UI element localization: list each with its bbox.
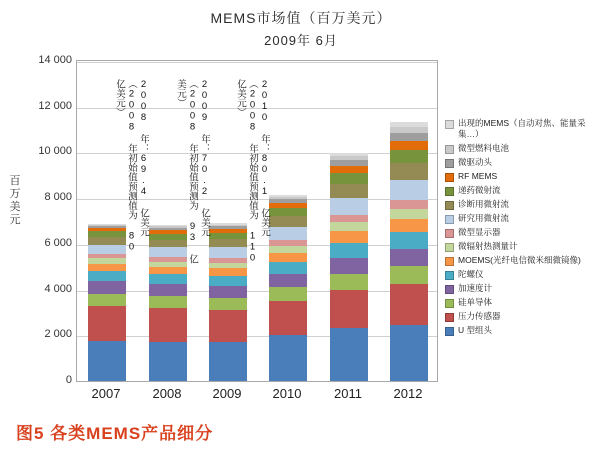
- bar-segment: [330, 290, 368, 329]
- y-axis-label: [8, 175, 22, 227]
- legend-swatch: [445, 271, 454, 280]
- chart-title: MEMS市场值（百万美元）: [210, 10, 392, 26]
- legend-label: 压力传感器: [458, 311, 501, 321]
- bar-segment: [390, 209, 428, 219]
- bar-segment: [330, 215, 368, 223]
- bar-segment: [330, 173, 368, 184]
- bar-segment: [88, 306, 126, 341]
- bar-segment: [269, 262, 307, 274]
- bar-segment: [88, 294, 126, 306]
- y-tick-label: 2 000: [44, 328, 72, 340]
- legend-item[interactable]: [445, 255, 600, 266]
- legend-label: 诊断用微射流: [458, 199, 510, 209]
- legend-label: 硅单导体: [458, 297, 493, 307]
- bar-segment: [88, 341, 126, 381]
- y-tick-label: 10 000: [38, 145, 72, 157]
- legend-item[interactable]: [445, 283, 600, 294]
- bar-segment: [149, 274, 187, 284]
- bar-segment: [390, 163, 428, 179]
- legend-swatch: [445, 215, 454, 224]
- x-tick-label: 2011: [334, 386, 362, 401]
- bar-segment: [149, 342, 187, 381]
- chart-legend: [445, 118, 600, 339]
- legend-label: 研究用微射流: [458, 213, 510, 223]
- y-tick-label: 4 000: [44, 283, 72, 295]
- bar-segment: [390, 284, 428, 325]
- bar-segment: [390, 180, 428, 200]
- legend-swatch: [445, 229, 454, 238]
- legend-label: RF MEMS: [458, 171, 498, 181]
- bar-segment: [390, 141, 428, 150]
- legend-swatch: [445, 285, 454, 294]
- bar-segment: [269, 253, 307, 262]
- legend-item[interactable]: [445, 297, 600, 308]
- bar-segment: [330, 222, 368, 231]
- bar-2010[interactable]: [269, 195, 307, 381]
- bar-segment: [209, 286, 247, 298]
- bar-segment: [149, 296, 187, 308]
- legend-swatch: [445, 327, 454, 336]
- legend-swatch: [445, 313, 454, 322]
- legend-item[interactable]: [445, 311, 600, 322]
- plot-area: [76, 60, 438, 382]
- legend-item[interactable]: [445, 157, 600, 168]
- bar-segment: [330, 184, 368, 198]
- legend-swatch: [445, 145, 454, 154]
- bar-segment: [330, 328, 368, 381]
- bar-segment: [330, 258, 368, 274]
- gridline: [77, 336, 437, 337]
- bar-segment: [269, 227, 307, 240]
- x-tick-label: 2012: [393, 386, 423, 401]
- bar-2012[interactable]: [390, 122, 428, 381]
- legend-swatch: [445, 120, 454, 129]
- bar-segment: [390, 219, 428, 233]
- bar-segment: [209, 276, 247, 286]
- legend-swatch: [445, 201, 454, 210]
- legend-item[interactable]: [445, 118, 600, 140]
- legend-item[interactable]: [445, 199, 600, 210]
- bar-segment: [390, 266, 428, 284]
- bar-segment: [390, 232, 428, 248]
- bar-segment: [149, 284, 187, 296]
- bar-segment: [269, 216, 307, 226]
- chart-annotation: 2008 年：69.4 亿美元（2008 年初始值预测值为 80 亿美元）: [114, 79, 149, 253]
- bar-segment: [88, 281, 126, 294]
- x-axis-ticks: [76, 386, 438, 404]
- bar-segment: [330, 198, 368, 215]
- legend-swatch: [445, 187, 454, 196]
- bar-segment: [209, 268, 247, 276]
- bar-segment: [269, 246, 307, 253]
- bar-segment: [149, 308, 187, 342]
- x-tick-label: 2007: [91, 386, 121, 401]
- bar-segment: [209, 342, 247, 381]
- bar-segment: [88, 271, 126, 281]
- chart-annotation: 2009 年：70.2 亿美元（2008 年初始值预测为 93 亿美元）: [175, 79, 210, 264]
- bar-segment: [390, 133, 428, 141]
- gridline: [77, 62, 437, 63]
- bar-segment: [390, 200, 428, 209]
- bar-segment: [209, 298, 247, 310]
- legend-label: 递药微射流: [458, 185, 501, 195]
- bar-segment: [269, 287, 307, 301]
- bar-segment: [269, 335, 307, 381]
- legend-item[interactable]: [445, 185, 600, 196]
- x-tick-label: 2009: [212, 386, 242, 401]
- figure-caption: 图5 各类MEMS产品细分: [16, 424, 214, 443]
- chart-subtitle: 2009年 6月: [264, 33, 338, 48]
- chart-annotation: 2010 年：80.1 亿美元（2008 年初始值预测值为 110 亿美元）: [235, 79, 270, 264]
- legend-label: 微驱动头: [458, 157, 493, 167]
- legend-label: 微辐射热测量计: [458, 241, 518, 251]
- legend-item[interactable]: [445, 213, 600, 224]
- gridline: [77, 291, 437, 292]
- bar-segment: [330, 243, 368, 258]
- bar-segment: [209, 310, 247, 342]
- legend-swatch: [445, 257, 454, 266]
- y-tick-label: 12 000: [38, 100, 72, 112]
- legend-item[interactable]: [445, 171, 600, 182]
- legend-label: U 型组头: [458, 325, 493, 335]
- legend-swatch: [445, 173, 454, 182]
- legend-label: MOEMS(光纤电信微米细微镜像): [458, 255, 581, 265]
- bar-2011[interactable]: [330, 153, 368, 381]
- y-axis-label-text: 百万美元: [9, 175, 21, 226]
- bar-segment: [330, 166, 368, 173]
- y-tick-label: 8 000: [44, 191, 72, 203]
- legend-item[interactable]: [445, 269, 600, 280]
- legend-label: 加速度计: [458, 283, 493, 293]
- y-tick-label: 0: [65, 374, 72, 386]
- legend-label: 陀螺仪: [458, 269, 484, 279]
- bar-segment: [269, 274, 307, 288]
- legend-swatch: [445, 299, 454, 308]
- x-tick-label: 2010: [272, 386, 302, 401]
- legend-label: 微型燃料电池: [458, 143, 510, 153]
- legend-label: 微型显示器: [458, 227, 501, 237]
- bar-segment: [330, 231, 368, 243]
- bar-segment: [269, 301, 307, 335]
- legend-item[interactable]: [445, 227, 600, 238]
- y-tick-label: 14 000: [38, 54, 72, 66]
- legend-swatch: [445, 159, 454, 168]
- legend-label: 出现的MEMS（自动对焦、能量采集…）: [458, 118, 586, 139]
- bar-segment: [390, 325, 428, 381]
- x-tick-label: 2008: [152, 386, 182, 401]
- y-axis-ticks: [24, 54, 72, 386]
- legend-item[interactable]: [445, 241, 600, 252]
- legend-swatch: [445, 243, 454, 252]
- bar-segment: [269, 208, 307, 216]
- legend-item[interactable]: [445, 325, 600, 336]
- legend-item[interactable]: [445, 143, 600, 154]
- bar-segment: [390, 249, 428, 266]
- bar-segment: [390, 150, 428, 163]
- bar-segment: [330, 274, 368, 290]
- y-tick-label: 6 000: [44, 237, 72, 249]
